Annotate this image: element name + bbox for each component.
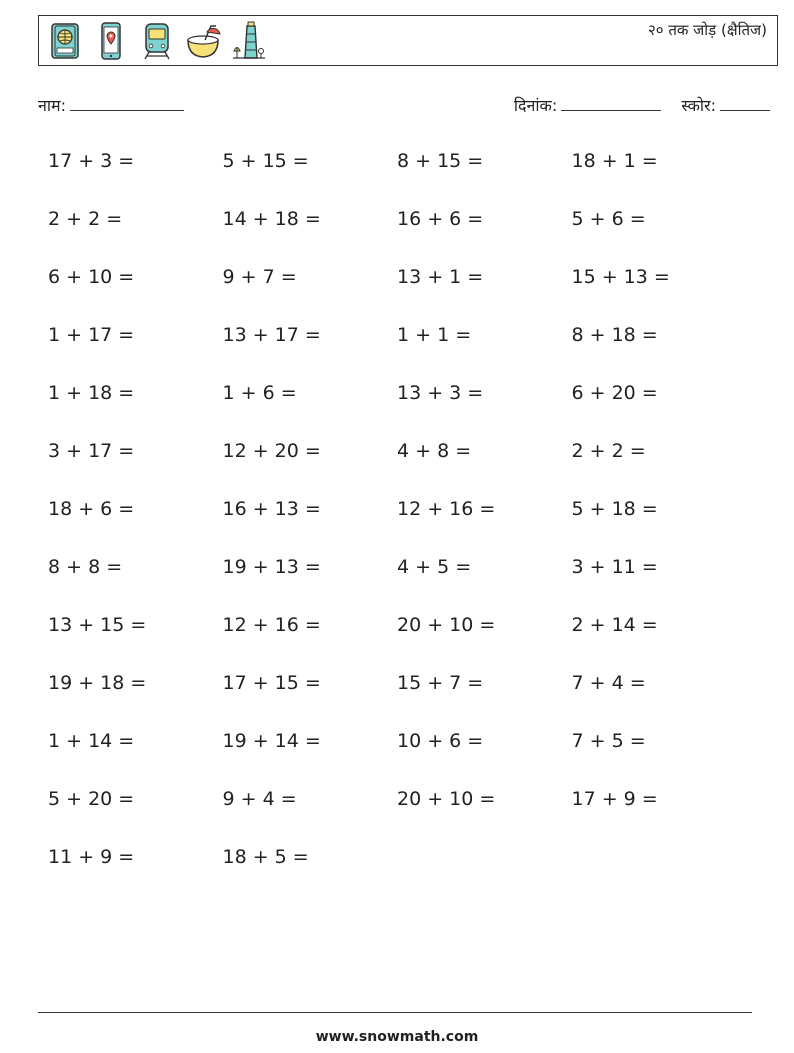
problem-item: 1 + 14 = (48, 730, 135, 752)
worksheet-title: २० तक जोड़ (क्षैतिज) (647, 21, 767, 39)
problem-item: 2 + 2 = (571, 440, 646, 462)
date-label: दिनांक: (513, 96, 558, 115)
problem-item: 13 + 1 = (397, 266, 484, 288)
problem-item: 1 + 17 = (48, 324, 135, 346)
problem-item: 19 + 18 = (48, 672, 147, 694)
problem-row (48, 146, 768, 204)
problem-item: 17 + 15 = (222, 672, 321, 694)
problem-item: 12 + 20 = (222, 440, 321, 462)
problem-row (48, 668, 768, 726)
problem-item: 19 + 13 = (222, 556, 321, 578)
problem-item: 7 + 4 = (571, 672, 646, 694)
problem-item: 13 + 17 = (222, 324, 321, 346)
problem-row (48, 436, 768, 494)
icon-strip (47, 20, 267, 62)
problem-item: 2 + 2 = (48, 208, 123, 230)
problem-item: 4 + 8 = (397, 440, 472, 462)
problem-item: 7 + 5 = (571, 730, 646, 752)
problem-item: 15 + 13 = (571, 266, 670, 288)
problem-item: 16 + 13 = (222, 498, 321, 520)
problem-item: 6 + 20 = (571, 382, 658, 404)
problem-row (48, 262, 768, 320)
problem-row (48, 378, 768, 436)
score-label: स्कोर: (681, 96, 716, 115)
problem-grid (48, 146, 768, 900)
problem-item: 14 + 18 = (222, 208, 321, 230)
problem-item: 8 + 18 = (571, 324, 658, 346)
problem-item: 5 + 6 = (571, 208, 646, 230)
problem-item: 6 + 10 = (48, 266, 135, 288)
problem-item: 3 + 17 = (48, 440, 135, 462)
problem-row (48, 204, 768, 262)
problem-row (48, 610, 768, 668)
score-blank[interactable] (720, 96, 770, 111)
problem-item: 1 + 6 = (222, 382, 297, 404)
problem-item: 9 + 4 = (222, 788, 297, 810)
problem-item: 1 + 1 = (397, 324, 472, 346)
problem-item: 1 + 18 = (48, 382, 135, 404)
footer-url: www.snowmath.com (315, 1029, 479, 1045)
date-score-fields (514, 94, 770, 116)
problem-item: 13 + 3 = (397, 382, 484, 404)
problem-item: 10 + 6 = (397, 730, 484, 752)
problem-item: 12 + 16 = (222, 614, 321, 636)
problem-item: 13 + 15 = (48, 614, 147, 636)
problem-item: 18 + 6 = (48, 498, 135, 520)
problem-item: 8 + 15 = (397, 150, 484, 172)
problem-item: 5 + 18 = (571, 498, 658, 520)
problem-row (48, 842, 768, 900)
problem-item: 18 + 5 = (222, 846, 309, 868)
date-blank[interactable] (561, 96, 661, 111)
header-box (38, 15, 778, 66)
problem-item: 2 + 14 = (571, 614, 658, 636)
problem-item: 20 + 10 = (397, 614, 496, 636)
train-icon (139, 20, 175, 62)
problem-item: 9 + 7 = (222, 266, 297, 288)
name-field (38, 94, 184, 116)
problem-row (48, 784, 768, 842)
phone-location-icon (93, 20, 129, 62)
problem-item: 8 + 8 = (48, 556, 123, 578)
problem-item: 15 + 7 = (397, 672, 484, 694)
footer-divider (38, 1012, 752, 1013)
problem-item: 5 + 20 = (48, 788, 135, 810)
problem-item: 3 + 11 = (571, 556, 658, 578)
problem-item: 11 + 9 = (48, 846, 135, 868)
problem-row (48, 494, 768, 552)
problem-item: 4 + 5 = (397, 556, 472, 578)
passport-icon (47, 20, 83, 62)
problem-row (48, 320, 768, 378)
problem-item: 5 + 15 = (222, 150, 309, 172)
problem-item: 20 + 10 = (397, 788, 496, 810)
problem-item: 12 + 16 = (397, 498, 496, 520)
problem-item: 17 + 3 = (48, 150, 135, 172)
problem-item: 17 + 9 = (571, 788, 658, 810)
coconut-drink-icon (185, 20, 221, 62)
problem-row (48, 726, 768, 784)
problem-item: 18 + 1 = (571, 150, 658, 172)
name-label: नाम: (38, 96, 66, 115)
problem-item: 19 + 14 = (222, 730, 321, 752)
name-blank[interactable] (70, 96, 184, 111)
problem-row (48, 552, 768, 610)
leaning-tower-icon (231, 20, 267, 62)
problem-item: 16 + 6 = (397, 208, 484, 230)
